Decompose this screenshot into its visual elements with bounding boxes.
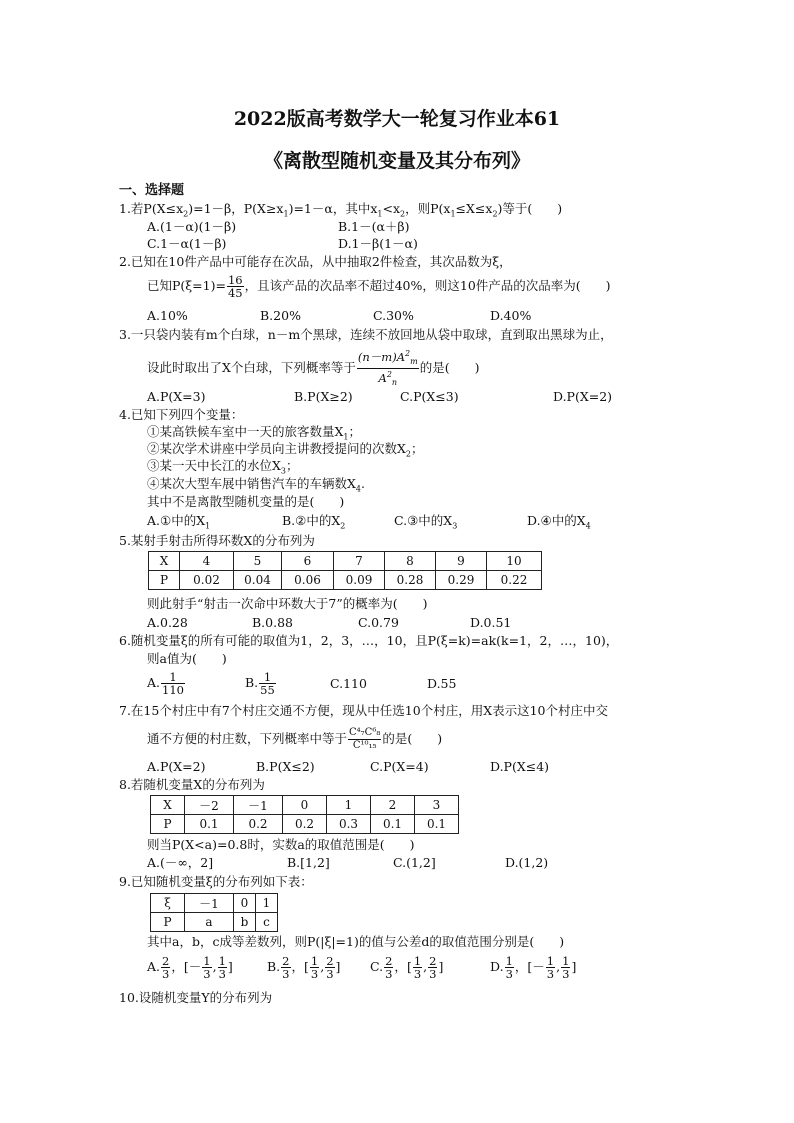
table-cell: 8 <box>385 552 436 571</box>
q6-stem: 6.随机变量ξ的所有可能的取值为1，2，3，…，10，且P(ξ=k)=ak(k=1，2，…，10)， <box>119 633 619 648</box>
q6-option-d: D.55 <box>427 676 457 691</box>
table-cell: 7 <box>334 552 385 571</box>
q9-option-b: B. $\frac{2}{3}$ ，[ $\frac{1}{3}$ , $\frac{2}{3}$ ] <box>267 954 341 981</box>
q9-option-a: A. $\frac{2}{3}$ ，[－ $\frac{1}{3}$ , $\frac{1}{3}$ ] <box>147 954 233 981</box>
q8-distribution-table <box>150 795 459 834</box>
table-cell: －1 <box>185 894 234 913</box>
q4-option-d: D.④中的$X_4$ <box>527 513 591 531</box>
table-cell: 9 <box>436 552 487 571</box>
q4-item-1: ①某高铁候车室中一天的旅客数量$X_1$； <box>147 424 362 442</box>
q5-stem: 5.某射手射击所得环数X的分布列为 <box>119 533 315 548</box>
table-row <box>151 815 459 834</box>
q2-stem-2: 已知P(ξ=1)= $\frac{16}{45}$ ，且该产品的次品率不超过40%，则这10件产品的次品率为( ) <box>147 273 611 300</box>
q3-option-c: C.P(X≤3) <box>400 389 459 404</box>
table-row <box>151 894 278 913</box>
q3-option-d: D.P(X=2) <box>553 389 613 404</box>
table-cell: 0.1 <box>185 815 234 834</box>
table-cell: 0.04 <box>234 571 282 590</box>
q8-option-a: A.(－∞，2] <box>147 855 214 870</box>
table-cell: a <box>185 913 234 932</box>
table-cell: 1 <box>256 894 278 913</box>
table-cell: b <box>234 913 256 932</box>
q2-stem: 2.已知在10件产品中可能存在次品，从中抽取2件检查，其次品数为ξ， <box>119 254 512 269</box>
q8-stem: 8.若随机变量X的分布列为 <box>119 777 265 792</box>
q4-option-b: B.②中的$X_2$ <box>282 513 346 531</box>
table-cell: 6 <box>282 552 334 571</box>
table-cell: 0 <box>283 796 327 815</box>
q6-stem-2: 则a值为( ) <box>147 651 227 666</box>
table-row <box>151 913 278 932</box>
q1-option-c: C.1－α(1－β) <box>147 236 227 251</box>
q3-fraction: $\frac{(n-m)A^2_m}{A^2_n}$ <box>357 349 418 388</box>
q1-option-b: B.1－(α＋β) <box>338 219 410 234</box>
q2-fraction: $\frac{16}{45}$ <box>227 273 243 300</box>
q3-option-a: A.P(X=3) <box>147 389 206 404</box>
table-cell: 0.22 <box>487 571 542 590</box>
q10-stem: 10.设随机变量Y的分布列为 <box>119 990 273 1005</box>
q7-stem-2: 通不方便的村庄数，下列概率中等于 $\frac{\text{C⁴₇C⁶₈}}{\text{C¹⁰₁₅}}$ 的是( ) <box>147 727 443 751</box>
table-cell: X <box>149 552 180 571</box>
q4-stem: 4.已知下列四个变量： <box>119 407 244 422</box>
table-cell: 0.06 <box>282 571 334 590</box>
q7-option-c: C.P(X=4) <box>370 759 429 774</box>
table-cell: 0.2 <box>234 815 283 834</box>
table-cell: X <box>151 796 185 815</box>
table-cell: ξ <box>151 894 185 913</box>
table-cell: 0.09 <box>334 571 385 590</box>
doc-subtitle: 《离散型随机变量及其分布列》 <box>263 150 530 172</box>
doc-title: 2022版高考数学大一轮复习作业本61 <box>233 108 561 130</box>
q5-option-b: B.0.88 <box>252 615 293 630</box>
q4-option-a: A.①中的$X_1$ <box>147 513 211 531</box>
q7-fraction: $\frac{\text{C⁴₇C⁶₈}}{\text{C¹⁰₁₅}}$ <box>349 727 381 751</box>
q3-option-b: B.P(X≥2) <box>294 389 353 404</box>
q7-option-d: D.P(X≤4) <box>490 759 550 774</box>
q5-ask: 则此射手“射击一次命中环数大于7”的概率为( ) <box>147 596 428 611</box>
table-cell: 0.28 <box>385 571 436 590</box>
q1-option-d: D.1－β(1－α) <box>338 236 418 251</box>
table-cell: 3 <box>415 796 459 815</box>
q9-distribution-table <box>150 893 278 932</box>
q5-distribution-table <box>148 551 542 590</box>
q9-ask: 其中a，b，c成等差数列，则P(|ξ|=1)的值与公差d的取值范围分别是( ) <box>147 934 565 949</box>
q9-stem: 9.已知随机变量ξ的分布列如下表： <box>119 874 313 889</box>
table-cell: 0.1 <box>415 815 459 834</box>
table-cell: 2 <box>371 796 415 815</box>
q1-stem: 1.若$P(X\le x_2)=1-\beta$，$P(X\ge x_1)=1-\alpha$，其中$x_1<x_2$，则$P(x_1\le X\le x_2)$等于( ) <box>119 201 563 219</box>
q4-item-3: ③某一天中长江的水位$X_3$； <box>147 458 299 476</box>
q5-option-c: C.0.79 <box>358 615 399 630</box>
table-cell: 0.3 <box>327 815 371 834</box>
q8-option-c: C.(1,2] <box>393 855 436 870</box>
q5-option-d: D.0.51 <box>470 615 512 630</box>
q8-option-d: D.(1,2) <box>505 855 549 870</box>
table-cell: －1 <box>234 796 283 815</box>
q5-option-a: A.0.28 <box>147 615 188 630</box>
q4-item-2: ②某次学术讲座中学员向主讲教授提问的次数$X_2$； <box>147 441 424 459</box>
q9-option-d: D. $\frac{1}{3}$ ，[－ $\frac{1}{3}$ , $\frac{1}{3}$ ] <box>490 954 577 981</box>
table-cell: 10 <box>487 552 542 571</box>
table-cell: 1 <box>327 796 371 815</box>
q7-option-a: A.P(X=2) <box>147 759 206 774</box>
q8-ask: 则当P(X<a)=0.8时，实数a的取值范围是( ) <box>147 837 415 852</box>
q2-option-d: D.40% <box>490 308 532 323</box>
q2-option-b: B.20% <box>260 308 301 323</box>
q4-ask: 其中不是离散型随机变量的是( ) <box>147 494 345 509</box>
table-cell: 0 <box>234 894 256 913</box>
table-cell: 0.2 <box>283 815 327 834</box>
q7-stem: 7.在15个村庄中有7个村庄交通不方便，现从中任选10个村庄，用X表示这10个村庄中交 <box>119 703 608 718</box>
q9-option-c: C. $\frac{2}{3}$ ，[ $\frac{1}{3}$ , $\frac{2}{3}$ ] <box>370 954 444 981</box>
q8-option-b: B.[1,2] <box>287 855 330 870</box>
table-cell: P <box>151 913 185 932</box>
table-cell: c <box>256 913 278 932</box>
q7-option-b: B.P(X≤2) <box>256 759 315 774</box>
table-cell: 0.29 <box>436 571 487 590</box>
table-row <box>151 796 459 815</box>
q1-option-a: A.(1－α)(1－β) <box>147 219 237 234</box>
table-cell: 0.02 <box>180 571 234 590</box>
q2-option-c: C.30% <box>373 308 414 323</box>
table-cell: P <box>151 815 185 834</box>
q2-option-a: A.10% <box>147 308 188 323</box>
q3-stem-2: 设此时取出了X个白球，下列概率等于 $\frac{(n-m)A^2_m}{A^2_n}$ 的是( ) <box>147 349 480 388</box>
q4-option-c: C.③中的$X_3$ <box>394 513 458 531</box>
table-cell: 0.1 <box>371 815 415 834</box>
table-cell: －2 <box>185 796 234 815</box>
q4-item-4: ④某次大型车展中销售汽车的车辆数$X_4$. <box>147 476 365 494</box>
section-heading: 一、选择题 <box>119 183 185 198</box>
q6-option-c: C.110 <box>330 676 367 691</box>
table-cell: 4 <box>180 552 234 571</box>
q3-stem: 3.一只袋内装有m个白球，n－m个黑球，连续不放回地从袋中取球，直到取出黑球为止， <box>119 327 613 342</box>
q6-option-a: A. $\frac{1}{110}$ <box>147 670 184 697</box>
table-cell: 5 <box>234 552 282 571</box>
table-cell: P <box>149 571 180 590</box>
table-row <box>149 571 542 590</box>
table-row <box>149 552 542 571</box>
q6-option-b: B. $\frac{1}{55}$ <box>245 670 275 697</box>
